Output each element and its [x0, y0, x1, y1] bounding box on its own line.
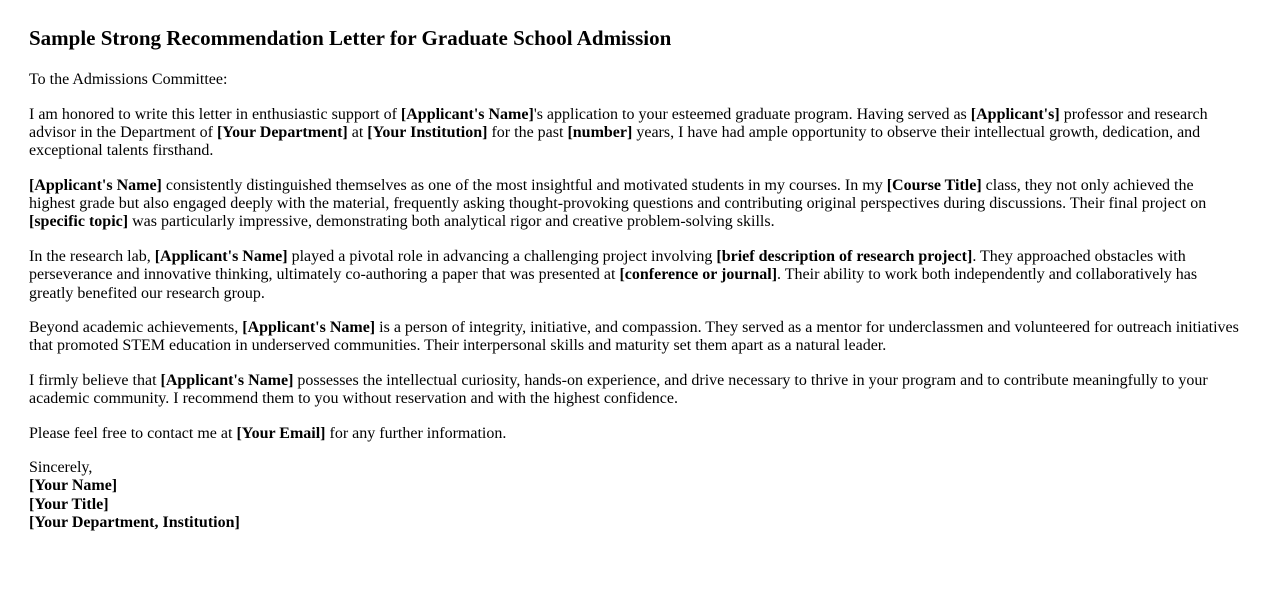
coursework-paragraph — [29, 177, 1242, 232]
research-paragraph — [29, 248, 1242, 303]
text-run: In the research lab, — [29, 247, 155, 265]
placeholder-token: [number] — [567, 123, 633, 141]
text-run: played a pivotal role in advancing a challenging project involving — [287, 247, 717, 265]
endorsement-paragraph — [29, 372, 1242, 409]
text-run: possesses the intellectual curiosity, hands-on experience, and drive necessary to thrive in your program and to contribute meaningfully to your academic community. I recommend them to you without reservation and with the highest confidence. — [29, 371, 1208, 408]
placeholder-token: [Applicant's] — [970, 105, 1060, 123]
placeholder-token: [Your Department, Institution] — [29, 514, 240, 532]
text-run: . Their ability to work both independently and collaboratively has greatly benefited our research group. — [29, 266, 1198, 302]
text-run: Sincerely, — [29, 459, 93, 476]
text-run: professor and research advisor in the Department of — [29, 105, 1208, 141]
closing-signature — [29, 459, 1242, 533]
text-run: I am honored to write this letter in enthusiastic support of — [29, 105, 401, 123]
page-title: Sample Strong Recommendation Letter for Graduate School Admission — [29, 26, 672, 50]
text-run: was particularly impressive, demonstrating both analytical rigor and creative problem-solving skills. — [128, 213, 775, 231]
text-run: consistently distinguished themselves as one of the most insightful and motivated students in my courses. In my — [161, 176, 887, 194]
text-run: I firmly believe that — [29, 371, 161, 389]
placeholder-token: [Applicant's Name] — [154, 247, 288, 265]
salutation — [29, 71, 1242, 89]
placeholder-token: [Applicant's Name] — [160, 371, 294, 389]
text-run: for the past — [487, 123, 568, 141]
text-run: at — [347, 123, 368, 141]
placeholder-token: [Your Email] — [236, 424, 326, 442]
character-paragraph — [29, 319, 1242, 356]
placeholder-token: [Your Name] — [29, 477, 118, 495]
text-run: is a person of integrity, initiative, and compassion. They served as a mentor for underclassmen and volunteered for outreach initiatives that promoted STEM education in underserved communities. Their interpersonal skills and maturity set them apart as a natural leader. — [29, 319, 1239, 355]
text-run: 's application to your esteemed graduate program. Having served as — [533, 105, 971, 123]
placeholder-token: [Your Department] — [216, 123, 348, 141]
placeholder-token: [Applicant's Name] — [400, 105, 534, 123]
placeholder-token: [Course Title] — [886, 176, 982, 194]
placeholder-token: [Your Title] — [29, 495, 109, 513]
intro-paragraph — [29, 106, 1242, 161]
placeholder-token: [Your Institution] — [367, 123, 488, 141]
placeholder-token: [specific topic] — [29, 213, 129, 231]
placeholder-token: [Applicant's Name] — [29, 176, 162, 194]
text-run: . They approached obstacles with perseverance and innovative thinking, ultimately co-authoring a paper that was presented at — [29, 247, 1186, 284]
text-run: To the Admissions Committee: — [29, 71, 228, 89]
text-run: Please feel free to contact me at — [29, 424, 237, 442]
contact-paragraph — [29, 425, 1242, 443]
placeholder-token: [Applicant's Name] — [242, 319, 376, 337]
placeholder-token: [conference or journal] — [619, 266, 778, 284]
text-run: Beyond academic achievements, — [29, 319, 243, 337]
text-run: class, they not only achieved the highest grade but also engaged deeply with the material, frequently asking thought-provoking questions and contributing original perspectives during discussions. Their final project on — [29, 176, 1207, 213]
placeholder-token: [brief description of research project] — [716, 247, 973, 265]
text-run: for any further information. — [325, 424, 507, 442]
text-run: years, I have had ample opportunity to observe their intellectual growth, dedication, and exceptional talents firsthand. — [29, 123, 1201, 160]
